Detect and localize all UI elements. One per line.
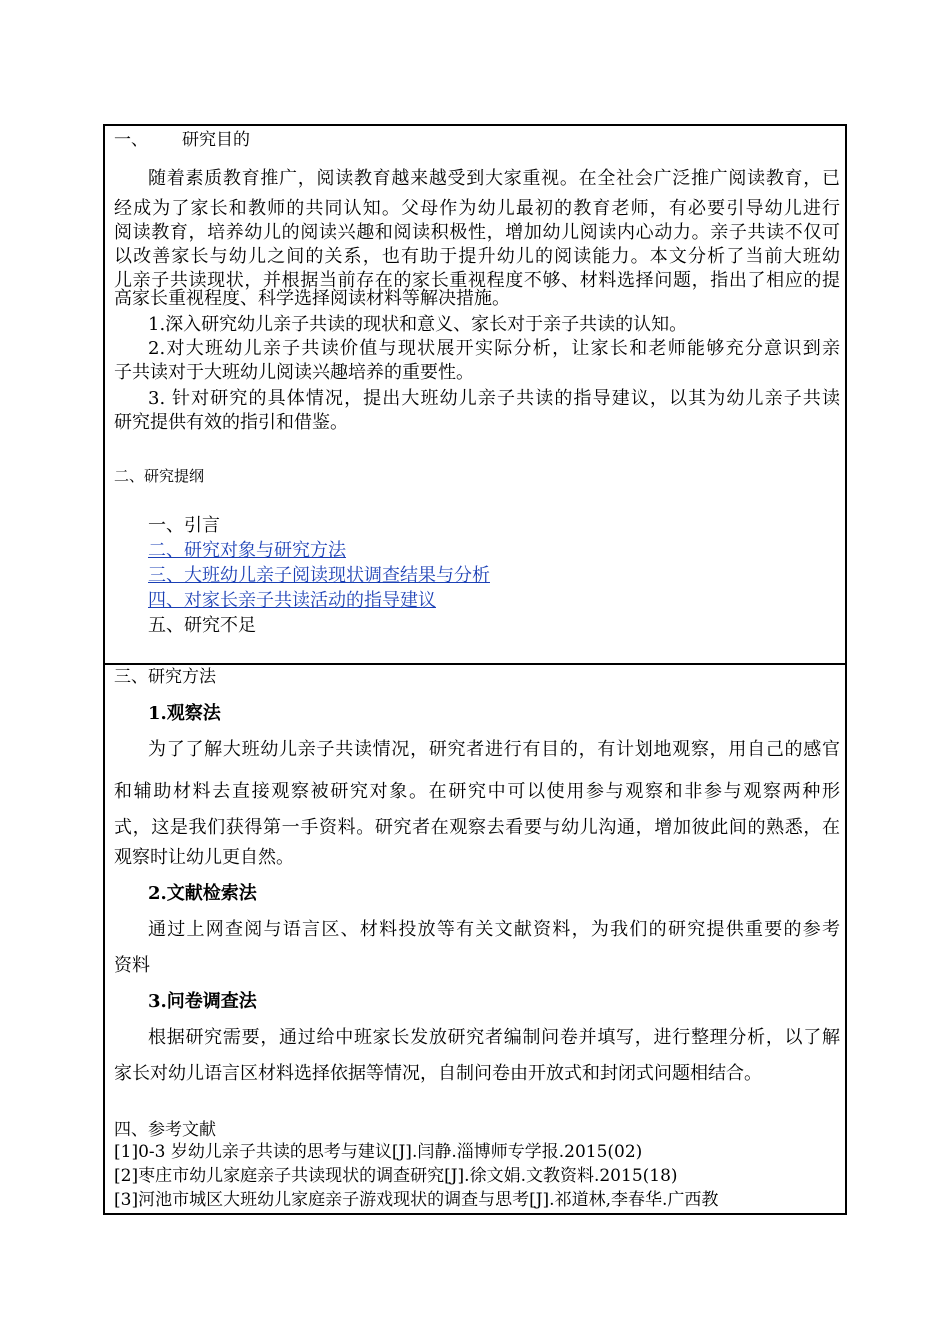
goal-2-line: 2.对大班幼儿亲子共读价值与现状展开实际分析，让家长和老师能够充分意识到亲 [148,338,840,359]
section1-para-line: 高家长重视程度、科学选择阅读材料等解决措施。 [114,288,510,309]
row-divider [105,663,845,665]
section1-para-line: 随着素质教育推广，阅读教育越来越受到大家重视。在全社会广泛推广阅读教育，已 [148,168,840,189]
outline-item [148,517,220,535]
outline-link-prefix[interactable]: 二 [148,540,166,561]
goal-2-line: 子共读对于大班幼儿阅读兴趣培养的重要性。 [114,362,474,383]
goal-3-line: 3. 针对研究的具体情况，提出大班幼儿亲子共读的指导建议，以其为幼儿亲子共读 [148,388,840,409]
method-1-line: 观察时让幼儿更自然。 [114,847,294,868]
method-1-line: 式，这是我们获得第一手资料。研究者在观察去看要与幼儿沟通，增加彼此间的熟悉，在 [114,817,840,838]
outline-link-prefix[interactable]: 四 [148,590,166,611]
method-3-line: 家长对幼儿语言区材料选择依据等情况，自制问卷由开放式和封闭式问题相结合。 [114,1063,762,1084]
section1-heading: 研究目的 [182,130,250,150]
method-2-line: 资料 [114,955,150,976]
section2-heading: 二、研究提纲 [114,467,205,485]
outline-link[interactable] [148,592,436,610]
outline-link-text[interactable]: 、研究对象与研究方法 [166,540,346,561]
goal-1: 1.深入研究幼儿亲子共读的现状和意义、家长对于亲子共读的认知。 [148,314,688,335]
outline-item-prefix: 五、 [148,615,184,636]
section1-para-line: 阅读教育，培养幼儿的阅读兴趣和阅读积极性，增加幼儿阅读内心动力。亲子共读不仅可 [114,222,840,243]
outline-link-text[interactable]: 、对家长亲子共读活动的指导建议 [166,590,436,611]
outline-link[interactable] [148,542,346,560]
method-1-title: 1.观察法 [148,703,221,724]
reference-item: [3]河池市城区大班幼儿家庭亲子游戏现状的调查与思考[J].祁道林,李春华.广西教 [114,1190,719,1210]
section1-para-line: 儿亲子共读现状，并根据当前存在的家长重视程度不够、材料选择问题，指出了相应的提 [114,270,840,291]
method-1-line: 为了了解大班幼儿亲子共读情况，研究者进行有目的，有计划地观察，用自己的感官 [148,739,840,760]
table-frame [103,124,847,1215]
section1-para-line: 以改善家长与幼儿之间的关系，也有助于提升幼儿的阅读能力。本文分析了当前大班幼 [114,246,840,267]
method-3-title: 3.问卷调查法 [148,991,257,1012]
reference-item: [2]枣庄市幼儿家庭亲子共读现状的调查研究[J].徐文娟.文教资料.2015(18) [114,1166,678,1186]
section1-heading-num: 一、 [114,130,148,150]
outline-link[interactable] [148,567,490,585]
outline-item [148,617,256,635]
method-2-line: 通过上网查阅与语言区、材料投放等有关文献资料，为我们的研究提供重要的参考 [148,919,840,940]
section4-heading: 四、参考文献 [114,1120,216,1140]
outline-link-text[interactable]: 、大班幼儿亲子阅读现状调查结果与分析 [166,565,490,586]
outline-link-prefix[interactable]: 三 [148,565,166,586]
goal-3-line: 研究提供有效的指引和借鉴。 [114,412,348,433]
method-1-line: 和辅助材料去直接观察被研究对象。在研究中可以使用参与观察和非参与观察两种形 [114,781,840,802]
section3-heading: 三、研究方法 [114,667,216,687]
reference-item: [1]0-3 岁幼儿亲子共读的思考与建议[J].闫静.淄博师专学报.2015(02) [114,1142,643,1162]
section1-para-line: 经成为了家长和教师的共同认知。父母作为幼儿最初的教育老师，有必要引导幼儿进行 [114,198,840,219]
outline-item-prefix: 一、 [148,515,184,536]
outline-item-text: 引言 [184,515,220,536]
method-2-title: 2.文献检索法 [148,883,257,904]
outline-item-text: 研究不足 [184,615,256,636]
method-3-line: 根据研究需要，通过给中班家长发放研究者编制问卷并填写，进行整理分析，以了解 [148,1027,840,1048]
